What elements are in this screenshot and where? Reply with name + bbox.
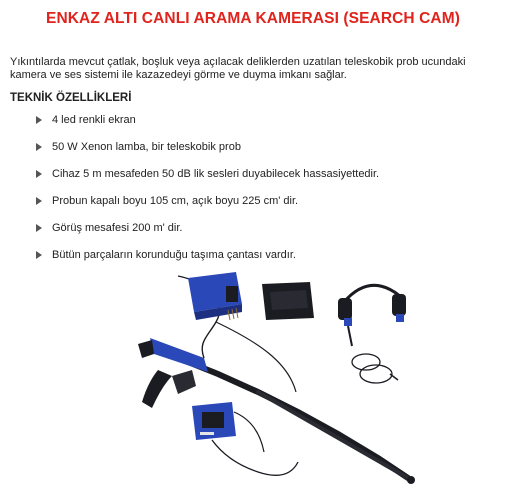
feature-item bbox=[36, 216, 379, 243]
feature-item bbox=[36, 108, 379, 135]
bullet-arrow-icon bbox=[36, 170, 42, 178]
feature-text: Probun kapalı boyu 105 cm, açık boyu 225 cm' dir. bbox=[52, 195, 299, 207]
feature-text: Bütün parçaların korunduğu taşıma çantası vardır. bbox=[52, 249, 296, 261]
feature-item bbox=[36, 162, 379, 189]
section-heading-technical-specs: TEKNİK ÖZELLİKLERİ bbox=[10, 92, 132, 104]
feature-list bbox=[36, 108, 379, 270]
feature-text: 50 W Xenon lamba, bir teleskobik prob bbox=[52, 141, 241, 153]
bullet-arrow-icon bbox=[36, 116, 42, 124]
document-title: ENKAZ ALTI CANLI ARAMA KAMERASI (SEARCH CAM) bbox=[46, 10, 460, 27]
search-cam-equipment-photo bbox=[108, 262, 426, 498]
intro-paragraph: Yıkıntılarda mevcut çatlak, boşluk veya açılacak deliklerden uzatılan teleskobik prob ucundaki kamera ve ses sistemi ile kazazedeyi görme ve duyma imkanı sağlar. bbox=[10, 56, 466, 81]
bullet-arrow-icon bbox=[36, 251, 42, 259]
bullet-arrow-icon bbox=[36, 143, 42, 151]
feature-item bbox=[36, 189, 379, 216]
feature-text: Görüş mesafesi 200 m' dir. bbox=[52, 222, 183, 234]
feature-text: 4 led renkli ekran bbox=[52, 114, 136, 126]
bullet-arrow-icon bbox=[36, 197, 42, 205]
bullet-arrow-icon bbox=[36, 224, 42, 232]
feature-text: Cihaz 5 m mesafeden 50 dB lik sesleri duyabilecek hassasiyettedir. bbox=[52, 168, 380, 180]
control-unit bbox=[188, 272, 242, 320]
feature-item bbox=[36, 135, 379, 162]
carrying-case bbox=[262, 282, 314, 320]
